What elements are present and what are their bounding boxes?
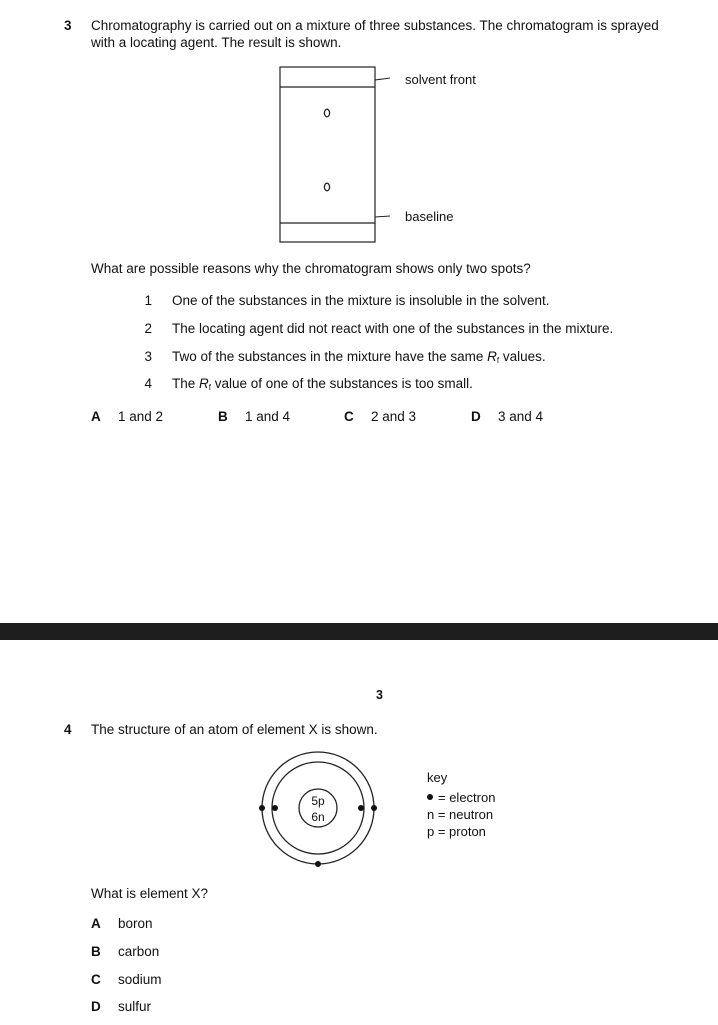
q4-option-c-letter: C (91, 972, 101, 987)
question-3-intro-line-1: Chromatography is carried out on a mixture of three substances. The chromatogram is sprayed (91, 18, 659, 33)
key-neutron: n = neutron (427, 807, 494, 822)
q3-option-d-letter: D (471, 409, 481, 424)
nucleus-neutrons: 6n (311, 810, 325, 824)
electron-outer-right (371, 805, 377, 811)
q3-option-a-letter: A (91, 409, 101, 424)
question-3-intro-line-2: with a locating agent. The result is shown. (91, 35, 342, 50)
electron-outer-bottom (315, 861, 321, 867)
statement-4-number: 4 (144, 376, 152, 391)
q4-option-d-text: sulfur (118, 999, 152, 1014)
q3-option-c-text: 2 and 3 (371, 409, 417, 424)
key-proton: p = proton (427, 824, 486, 839)
q4-option-b-letter: B (91, 944, 101, 959)
q3-option-c-letter: C (344, 409, 354, 424)
question-4-intro: The structure of an atom of element X is shown. (91, 722, 378, 737)
upper-spot (324, 109, 329, 117)
q3-option-d-text: 3 and 4 (498, 409, 544, 424)
q3-option-b-text: 1 and 4 (245, 409, 291, 424)
electron-key-dot-icon (427, 794, 433, 800)
statement-1-number: 1 (144, 293, 152, 308)
baseline-label: baseline (405, 209, 454, 224)
q3-option-b-letter: B (218, 409, 228, 424)
q4-option-a-letter: A (91, 916, 101, 931)
question-3-prompt: What are possible reasons why the chromatogram shows only two spots? (91, 261, 531, 276)
key-title: key (427, 770, 448, 785)
statement-1-text: One of the substances in the mixture is insoluble in the solvent. (172, 293, 550, 308)
solvent-front-leader (375, 78, 390, 80)
chromatogram-diagram (270, 60, 390, 250)
q4-option-c-text: sodium (118, 972, 162, 987)
chromatography-paper (280, 67, 375, 242)
q3-option-a-text: 1 and 2 (118, 409, 164, 424)
baseline-leader (375, 216, 390, 217)
statement-4-text: The $R_f$ value of one of the substances is too small. (172, 376, 473, 392)
solvent-front-label: solvent front (405, 72, 476, 87)
q4-option-a-text: boron (118, 916, 153, 931)
atom-structure-diagram (255, 750, 385, 875)
statement-3-number: 3 (144, 349, 152, 364)
question-3-number: 3 (64, 18, 72, 33)
lower-spot (324, 183, 329, 191)
question-4-number: 4 (64, 722, 72, 737)
question-4-prompt: What is element X? (91, 886, 209, 901)
statement-3-text: Two of the substances in the mixture have the same $R_f$ values. (172, 349, 546, 365)
electron-inner-left (272, 805, 278, 811)
page-break-bar (0, 623, 718, 640)
page-number: 3 (376, 688, 383, 702)
nucleus-protons: 5p (311, 794, 325, 808)
q4-option-b-text: carbon (118, 944, 160, 959)
q4-option-d-letter: D (91, 999, 101, 1014)
key-electron: = electron (427, 790, 495, 805)
statement-2-number: 2 (144, 321, 152, 336)
statement-2-text: The locating agent did not react with one of the substances in the mixture. (172, 321, 614, 336)
electron-inner-right (358, 805, 364, 811)
electron-outer-left (259, 805, 265, 811)
